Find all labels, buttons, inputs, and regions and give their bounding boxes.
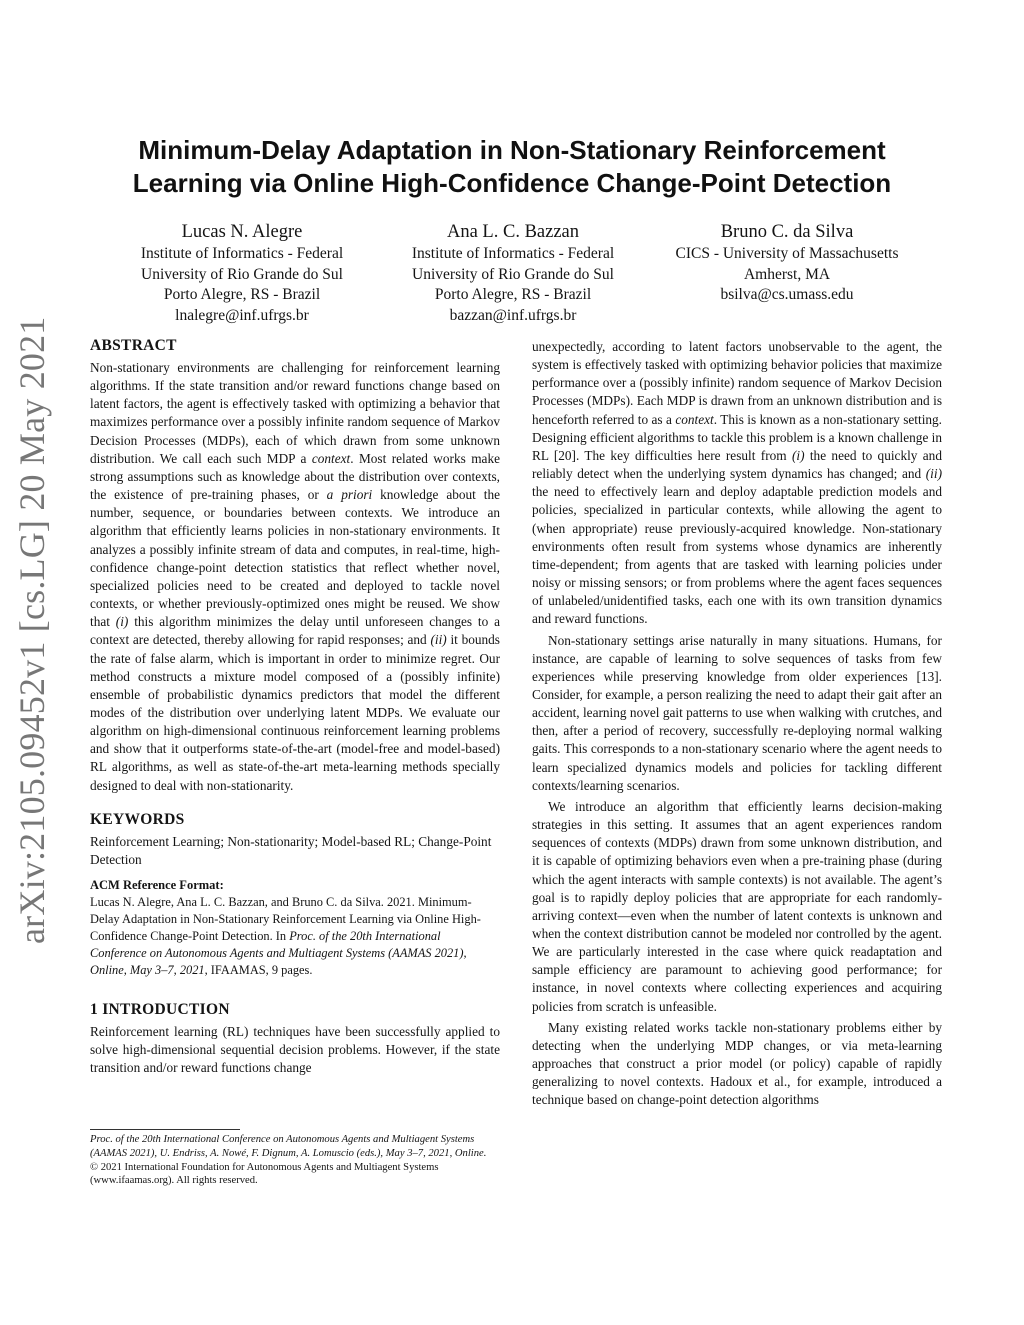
author-block-2 (368, 220, 658, 326)
abstract-text: Non-stationary environments are challenging for reinforcement learning algorithms. If the state transition and/or reward functions change based on latent factors, the agent is effectively tasked with optimizing a behavior that maximizes performance over a possibly infinite random sequence of Markov Decision Processes (MDPs), each of which drawn from some unknown distribution. We call each such MDP a context. Most related works make strong assumptions such as knowledge about the distribution over contexts, the existence of pre-training phases, or a priori knowledge about the number, sequence, or boundaries between contexts. We introduce an algorithm that efficiently learns policies in non-stationary environments. It analyzes a possibly infinite stream of data and computes, in real-time, high-confidence change-point detection statistics that reflect whether novel, specialized policies need to be created and deployed to tackle novel contexts, or whether previously-optimized ones might be reused. We show that (i) this algorithm minimizes the delay until unforeseen changes to a context are detected, thereby allowing for rapid responses; and (ii) it bounds the rate of false alarm, which is important in order to minimize regret. Our method constructs a mixture model composed of a (possibly infinite) ensemble of probabilistic dynamics predictors that model the different modes of the distribution over underlying latent MDPs. We evaluate our algorithm on high-dimensional continuous reinforcement learning problems and show that it outperforms state-of-the-art (model-free and model-based) RL algorithms, as well as state-of-the-art meta-learning methods specially designed to deal with non-stationarity. (90, 360, 500, 793)
right-column (532, 338, 942, 1110)
footnote (90, 1133, 500, 1188)
acm-reference-heading: ACM Reference Format: (90, 878, 224, 893)
acm-reference (90, 877, 500, 979)
author-affiliation: University of Rio Grande do Sul (141, 265, 343, 283)
author-email: lnalegre@inf.ufrgs.br (175, 306, 309, 324)
intro-paragraph-1-cont: unexpectedly, according to latent factors unobservable to the agent, the system is effectively tasked with optimizing behavior policies that maximize performance over a (possibly infinite) random sequence of Markov Decision Processes (MDPs). Each MDP is drawn from an unknown distribution and is henceforth referred to as a context. This is known as a non-stationary setting. Designing efficient algorithms to tackle this problem is a known challenge in RL [20]. The key difficulties here result from (i) the need to quickly and reliably detect when the underlying system dynamics has changed; and (ii) the need to effectively learn and deploy adaptable prediction models and policies, specialized in particular contexts, while allowing the agent to (when appropriate) reuse previously-acquired knowledge. Non-stationary environments often result from systems whose dynamics are inherently time-dependent; from agents that are tasked with learning policies under noisy or missing sensors; or from problems where the agent faces sequences of unlabeled/unidentified tasks, each one with its own transition dynamics and reward functions. (532, 339, 943, 627)
author-email: bazzan@inf.ufrgs.br (449, 306, 577, 324)
intro-paragraph-1-start: Reinforcement learning (RL) techniques have been successfully applied to solve high-dimensional sequential decision problems. However, if the state transition and/or reward functions change (90, 1024, 500, 1076)
left-column (90, 336, 500, 1078)
author-affiliation: University of Rio Grande do Sul (412, 265, 614, 283)
author-name: Lucas N. Alegre (181, 222, 303, 242)
paper-title (80, 134, 944, 200)
author-affiliation: Porto Alegre, RS - Brazil (434, 286, 592, 303)
title-line-1: Minimum-Delay Adaptation in Non-Stationary Reinforcement (138, 135, 886, 165)
author-email: bsilva@cs.umass.edu (720, 286, 854, 303)
intro-paragraph-2: Non-stationary settings arise naturally in many situations. Humans, for instance, are capable of learning to solve sequences of tasks from few experiences while preserving knowledge from older experiences [13]. Consider, for example, a person realizing the need to adapt their gait after an accident, learning novel gait patterns to use when walking with crutches, and then, after a period of recovery, successfully re-deploying normal walking gaits. This corresponds to a non-stationary scenario where the agent needs to learn specialized dynamics models and policies for tackling different contexts/learning scenarios. (532, 632, 942, 793)
keywords-text: Reinforcement Learning; Non-stationarity; Model-based RL; Change-Point Detection (90, 833, 492, 867)
acm-reference-text: Lucas N. Alegre, Ana L. C. Bazzan, and Bruno C. da Silva. 2021. Minimum-Delay Adaptation in Non-Stationary Reinforcement Learning via Online High-Confidence Change-Point Detection. In Proc. of the 20th International Conference on Autonomous Agents and Multiagent Systems (AAMAS 2021), Online, May 3–7, 2021, IFAAMAS, 9 pages. (90, 895, 481, 978)
abstract-heading: ABSTRACT (90, 337, 177, 354)
author-block-1 (97, 220, 387, 326)
author-affiliation: Porto Alegre, RS - Brazil (163, 286, 321, 303)
author-name: Ana L. C. Bazzan (446, 222, 580, 242)
intro-paragraph-3: We introduce an algorithm that efficiently learns decision-making strategies in this setting. It assumes that an agent experiences random sequences of contexts (MDPs) drawn from some unknown distribution, and it is capable of optimizing behaviors even when a pre-training phase (during which the agent interacts with sample contexts) is not available. The agent’s goal is to rapidly deploy policies that are appropriate for each randomly-arriving context—even when the number of latent contexts is unknown and when the context distribution cannot be modeled nor controlled by the agent. We are particularly interested in the case where quick readaptation and sample efficiency are paramount to achieving good performance; for instance, in novel contexts where collecting experiences and acquiring policies from scratch is unfeasible. (532, 798, 942, 1014)
title-line-2: Learning via Online High-Confidence Change-Point Detection (132, 168, 892, 198)
keywords-heading: KEYWORDS (90, 810, 185, 828)
author-affiliation: Amherst, MA (743, 265, 831, 283)
author-block-3 (642, 220, 932, 306)
footnote-copyright: © 2021 International Foundation for Autonomous Agents and Multiagent Systems (www.ifaamas.org). All rights reserved. (90, 1161, 439, 1187)
author-affiliation: Institute of Informatics - Federal (140, 245, 344, 262)
footnote-conference: Proc. of the 20th International Conference on Autonomous Agents and Multiagent Systems (AAMAS 2021), U. Endriss, A. Nowé, F. Dignum, A. Lomuscio (eds.), May 3–7, 2021, Online. (90, 1134, 487, 1159)
introduction-heading: 1 INTRODUCTION (90, 1001, 230, 1019)
arxiv-stamp: arXiv:2105.09452v1 [cs.LG] 20 May 2021 (12, 316, 52, 944)
author-affiliation: Institute of Informatics - Federal (411, 245, 615, 262)
author-name: Bruno C. da Silva (720, 222, 854, 242)
author-affiliation: CICS - University of Massachusetts (675, 245, 899, 262)
footnote-divider (90, 1129, 240, 1130)
intro-paragraph-4: Many existing related works tackle non-stationary problems either by detecting when the underlying MDP changes, or via meta-learning approaches that construct a prior model (or policy) capable of rapidly generalizing to novel contexts. Hadoux et al., for example, introduced a technique based on change-point detection algorithms (532, 1019, 942, 1108)
